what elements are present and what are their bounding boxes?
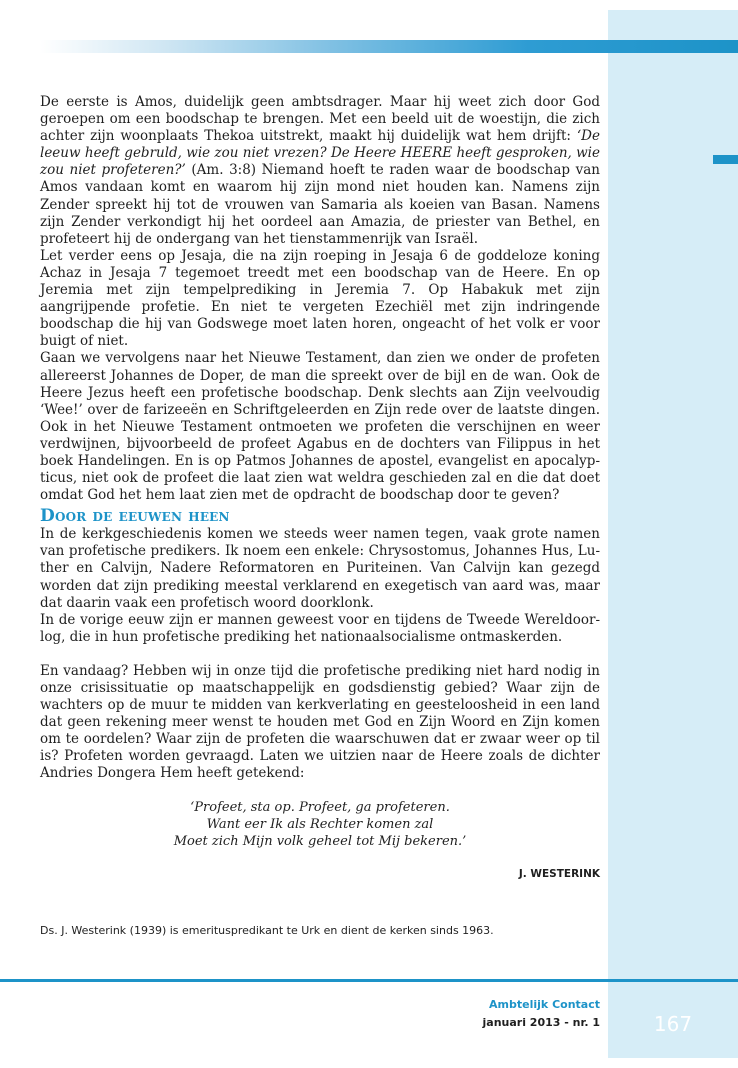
poem-line: ‘Profeet, sta op. Profeet, ga profeteren. [190, 799, 450, 815]
sidebar-band [608, 10, 738, 1058]
sidebar-accent-mark [713, 155, 738, 164]
page-number: 167 [653, 1012, 693, 1036]
article-body [40, 94, 600, 880]
poem-line: Want eer Ik als Rechter komen zal [206, 816, 434, 832]
poem-line: Moet zich Mijn volk geheel tot Mij bekeren.’ [173, 833, 467, 849]
footer-rule [0, 979, 738, 982]
publication-name: Ambtelijk Contact [489, 998, 600, 1011]
section-heading: Door de eeuwen heen [40, 506, 230, 527]
paragraph-text: De eerste is Amos, duidelijk geen ambtsdrager. Maar hij weet zich door God geroepen om een boodschap te brengen. Met een beeld uit de woestijn, die zich achter zijn woonplaats Thekoa uitstrekt, maakt hij duidelijk wat hem drijft: [40, 94, 600, 145]
header-gradient-bar [40, 40, 738, 53]
paragraph-nieuwe-testament: Gaan we vervolgens naar het Nieuwe Testament, dan zien we onder de profeten allereerst Johannes de Doper, de man die spreekt over de bijl en de wan. Ook de Heere Jezus heeft een profetische boodschap. Denk slechts aan Zijn veelvoudig ‘Wee!’ over de farizeeën en Schriftgeleerden en Zijn rede over de laatste dingen. Ook in het Nieuwe Testament ontmoeten we profeten die verschijnen en weer verdwijnen, bijvoorbeeld de profeet Agabus en de dochters van Filippus in het boek Handelingen. En is op Patmos Johannes de apostel, evangelist en apocalypticus, niet ook de profeet die laat zien wat weldra geschieden zal en die dat doet omdat God het hem laat zien met de opdracht de boodschap door te geven? [40, 350, 600, 504]
author-signature: J. WESTERINK [518, 867, 600, 880]
scripture-quote: ‘De leeuw heeft gebruld, wie zou niet vrezen? De Heere HEERE heeft gesproken, wie zou niet profeteren?’ [40, 128, 600, 179]
paragraph-text: (Am. 3:8) Niemand hoeft te raden waar de boodschap van Amos vandaan komt en waarom hij zijn mond niet houden kan. Namens zijn Zender spreekt hij tot de vrouwen van Samaria als koeien van Basan. Namens zijn Zender verkondigt hij het oordeel aan Amazia, de priester van Bethel, en profeteert hij de ondergang van het tienstammenrijk van Israël. [40, 162, 600, 247]
paragraph-amos [40, 94, 600, 248]
paragraph-gap [40, 646, 600, 663]
paragraph-kerkgeschiedenis: In de kerkgeschiedenis komen we steeds weer namen tegen, vaak grote namen van profetische predikers. Ik noem een enkele: Chrysostomus, Johannes Hus, Luther en Calvijn, Nadere Reformatoren en Puriteinen. Van Calvijn kan gezegd worden dat zijn prediking meestal verklarend en exegetisch van aard was, maar dat daarin vaak een profetisch woord doorklonk. [40, 526, 600, 611]
paragraph-vandaag: En vandaag? Hebben wij in onze tijd die profetische prediking niet hard nodig in onze crisissituatie op maatschappelijk en godsdienstig gebied? Waar zijn de wachters op de muur te midden van kerkverlating en geesteloosheid in een land dat geen rekening meer wenst te houden met God en Zijn Woord en Zijn komen om te oordelen? Waar zijn de profeten die waarschuwen dat er zwaar weer op til is? Profeten worden gevraagd. Laten we uitzien naar de Heere zoals de dichter Andries Dongera Hem heeft getekend: [40, 662, 600, 782]
publication-info [483, 996, 601, 1032]
author-footnote: Ds. J. Westerink (1939) is emerituspredikant te Urk en dient de kerken sinds 1963. [40, 924, 494, 937]
paragraph-jesaja: Let verder eens op Jesaja, die na zijn roeping in Jesaja 6 de goddeloze koning Achaz in Jesaja 7 tegemoet treedt met een boodschap van de Heere. En op Jeremia met zijn tempelprediking in Jeremia 7. Op Habakuk met zijn aangrijpende profetie. En niet te vergeten Ezechiël met zijn indringende boodschap die hij van Godswege moet laten horen, ongeacht of het volk er voor buigt of niet. [40, 247, 600, 350]
paragraph-vorige-eeuw: In de vorige eeuw zijn er mannen geweest voor en tijdens de Tweede Wereldoorlog, die in hun profetische prediking het nationaalsocialisme ontmaskerden. [40, 611, 600, 645]
poem-quote [40, 799, 600, 850]
issue-label: januari 2013 - nr. 1 [482, 1016, 600, 1029]
